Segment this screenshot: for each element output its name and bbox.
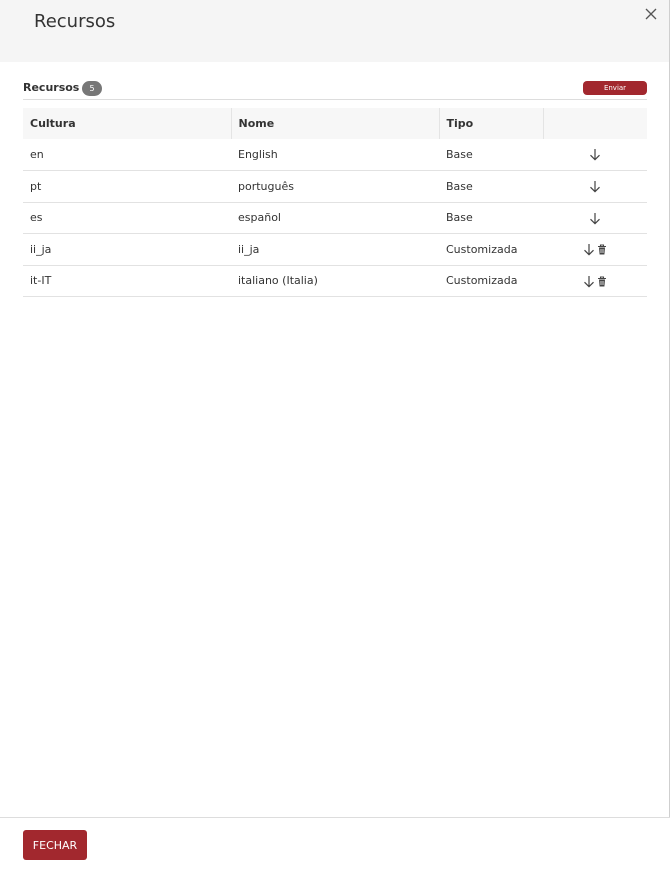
cell-nome: español <box>238 211 281 225</box>
cell-nome: português <box>238 179 294 193</box>
download-arrow-icon[interactable] <box>583 275 595 288</box>
cell-tipo: Base <box>446 179 473 193</box>
column-header-nome[interactable]: Nome <box>231 108 439 139</box>
cell-tipo: Base <box>446 148 473 161</box>
cell-tipo: Base <box>446 211 473 225</box>
cell-nome: ii_ja <box>238 242 260 256</box>
cell-cultura: it-IT <box>30 274 52 288</box>
cell-tipo: Customizada <box>446 274 518 288</box>
close-icon[interactable] <box>643 6 659 22</box>
cell-cultura: en <box>30 148 44 161</box>
cell-cultura: ii_ja <box>30 242 52 256</box>
dialog-header <box>0 0 669 62</box>
column-header-cultura[interactable]: Cultura <box>23 108 231 139</box>
table-row[interactable] <box>23 139 647 171</box>
close-button[interactable]: FECHAR <box>23 830 87 860</box>
cell-actions <box>543 171 647 203</box>
column-header-actions <box>543 108 647 139</box>
dialog-footer <box>0 817 670 873</box>
table-row[interactable] <box>23 202 647 234</box>
table-row[interactable] <box>23 234 647 266</box>
table-header-row <box>23 108 647 139</box>
cell-actions <box>543 234 647 266</box>
cell-cultura: es <box>30 211 43 225</box>
cell-actions <box>543 202 647 234</box>
cell-nome: italiano (Italia) <box>238 274 318 288</box>
download-arrow-icon[interactable] <box>583 243 595 256</box>
table-row[interactable] <box>23 265 647 297</box>
cell-actions <box>543 265 647 297</box>
column-header-tipo[interactable]: Tipo <box>439 108 543 139</box>
resources-section <box>23 78 647 297</box>
download-arrow-icon[interactable] <box>589 148 601 161</box>
table-row[interactable] <box>23 171 647 203</box>
cell-nome: English <box>238 148 278 161</box>
cell-tipo: Customizada <box>446 242 518 256</box>
dialog-title: Recursos <box>34 11 116 32</box>
download-arrow-icon[interactable] <box>589 212 601 225</box>
trash-icon[interactable] <box>597 244 607 255</box>
download-arrow-icon[interactable] <box>589 180 601 193</box>
cell-actions <box>543 139 647 171</box>
cell-cultura: pt <box>30 179 42 193</box>
resources-table <box>23 108 647 297</box>
section-header <box>23 78 647 100</box>
send-button[interactable]: Enviar <box>583 81 647 95</box>
section-title: Recursos <box>23 81 80 94</box>
trash-icon[interactable] <box>597 276 607 287</box>
count-badge: 5 <box>82 81 102 96</box>
